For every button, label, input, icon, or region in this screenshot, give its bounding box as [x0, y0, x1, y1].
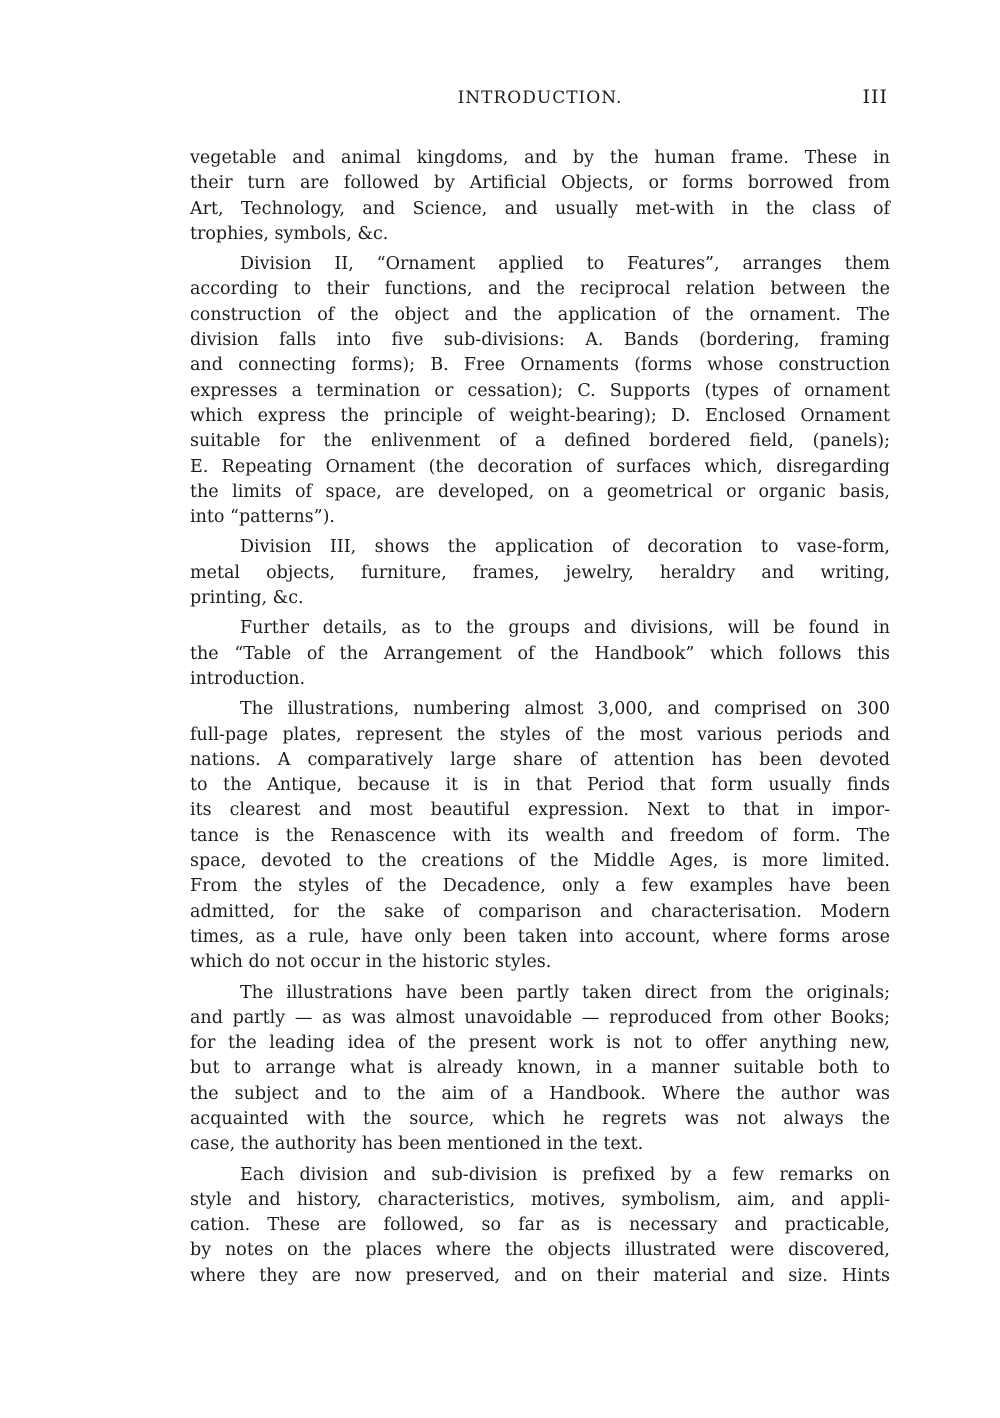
text-line: metal objects, furniture, frames, jewelry, heraldry and writing,: [190, 562, 890, 583]
text-line: Further details, as to the groups and divisions, will be found in: [240, 618, 890, 639]
paragraph: [190, 616, 890, 692]
text-line: nations. A comparatively large share of attention has been devoted: [190, 749, 890, 770]
text-line: introduction.: [190, 668, 306, 689]
body-text: [190, 146, 890, 1294]
text-line: style and history, characteristics, motives, symbolism, aim, and appli-: [190, 1189, 890, 1210]
text-line: the “Table of the Arrangement of the Handbook” which follows this: [190, 643, 890, 664]
text-line: acquainted with the source, which he regrets was not always the: [190, 1108, 890, 1129]
running-head: [190, 84, 890, 114]
text-line: Each division and sub-division is prefixed by a few remarks on: [240, 1164, 890, 1185]
text-line: where they are now preserved, and on their material and size. Hints: [190, 1265, 890, 1286]
text-line: according to their functions, and the reciprocal relation between the: [190, 279, 890, 300]
text-line: suitable for the enlivenment of a defined bordered field, (panels);: [190, 431, 890, 452]
text-line: tance is the Renascence with its wealth and freedom of form. The: [190, 825, 890, 846]
text-line: Division II, “Ornament applied to Features”, arranges them: [240, 254, 890, 275]
text-line: The illustrations have been partly taken direct from the originals;: [240, 982, 890, 1003]
text-line: the limits of space, are developed, on a geometrical or organic basis,: [190, 481, 890, 502]
text-line: and partly — as was almost unavoidable — reproduced from other Books;: [190, 1007, 890, 1028]
text-line: printing, &c.: [190, 588, 304, 609]
paragraph: [190, 252, 890, 530]
page-number: III: [862, 86, 888, 108]
text-line: its clearest and most beautiful expression. Next to that in impor-: [190, 800, 890, 821]
text-line: expresses a termination or cessation); C. Supports (types of ornament: [190, 380, 890, 401]
text-line: but to arrange what is already known, in a manner suitable both to: [190, 1058, 890, 1079]
text-line: and connecting forms); B. Free Ornaments (forms whose construction: [190, 355, 890, 376]
text-line: into “patterns”).: [190, 507, 335, 528]
paragraph: [190, 981, 890, 1158]
text-line: E. Repeating Ornament (the decoration of surfaces which, disregarding: [190, 456, 890, 477]
paragraph: [190, 535, 890, 611]
text-line: trophies, symbols, &c.: [190, 223, 389, 244]
text-line: cation. These are followed, so far as is necessary and practicable,: [190, 1215, 890, 1236]
running-title: INTRODUCTION.: [457, 88, 623, 108]
text-line: to the Antique, because it is in that Period that form usually finds: [190, 775, 890, 796]
text-line: case, the authority has been mentioned in the text.: [190, 1134, 644, 1155]
text-line: The illustrations, numbering almost 3,000, and comprised on 300: [240, 699, 890, 720]
text-line: for the leading idea of the present work is not to offer anything new,: [190, 1033, 890, 1054]
text-line: From the styles of the Decadence, only a few examples have been: [190, 876, 890, 897]
text-line: full-page plates, represent the styles of the most various periods and: [190, 724, 890, 745]
text-line: vegetable and animal kingdoms, and by the human frame. These in: [190, 148, 890, 168]
text-line: Division III, shows the application of decoration to vase-form,: [240, 537, 890, 558]
text-line: which express the principle of weight-bearing); D. Enclosed Ornament: [190, 405, 890, 426]
paragraph: [190, 1163, 890, 1289]
text-line: division falls into five sub-divisions: A. Bands (bordering, framing: [190, 330, 890, 351]
text-line: construction of the object and the application of the ornament. The: [190, 304, 890, 325]
text-line: their turn are followed by Artificial Objects, or forms borrowed from: [190, 173, 890, 194]
text-line: admitted, for the sake of comparison and characterisation. Modern: [190, 901, 890, 922]
text-line: Art, Technology, and Science, and usually met-with in the class of: [190, 198, 890, 219]
text-line: the subject and to the aim of a Handbook. Where the author was: [190, 1083, 890, 1104]
text-line: space, devoted to the creations of the Middle Ages, is more limited.: [190, 851, 890, 872]
text-line: times, as a rule, have only been taken into account, where forms arose: [190, 926, 890, 947]
paragraph: [190, 146, 890, 247]
text-line: by notes on the places where the objects illustrated were discovered,: [190, 1240, 890, 1261]
text-line: which do not occur in the historic styles.: [190, 952, 552, 973]
paragraph: [190, 697, 890, 975]
